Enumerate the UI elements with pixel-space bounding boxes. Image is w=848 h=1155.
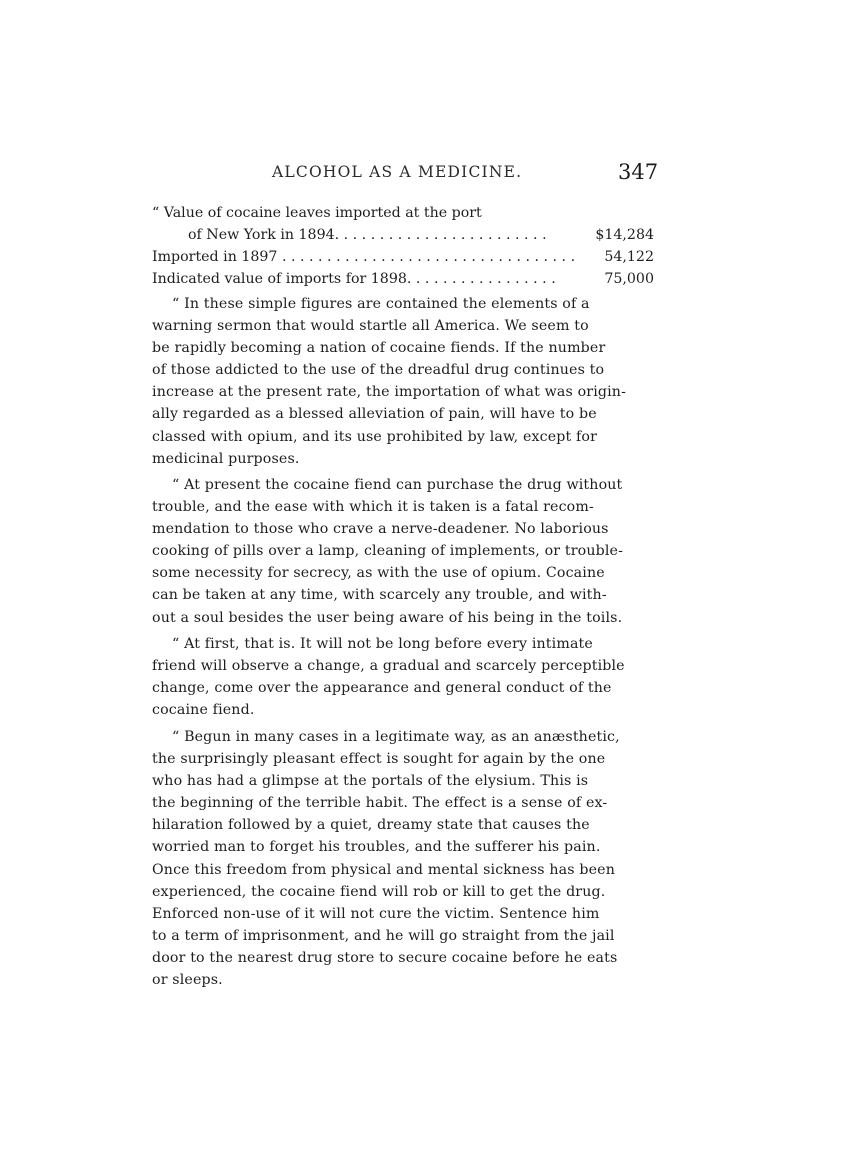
paragraph-line: mendation to those who crave a nerve-deadener. No laborious: [152, 521, 609, 538]
paragraph-line: some necessity for secrecy, as with the use of opium. Cocaine: [152, 565, 605, 582]
paragraph-line: “ Begun in many cases in a legitimate way, as an anæsthetic,: [172, 729, 620, 745]
table-row-amount: 54,122: [604, 249, 654, 266]
table-row: [152, 202, 654, 224]
paragraph-line: the surprisingly pleasant effect is sought for again by the one: [152, 751, 606, 768]
paragraph-line: who has had a glimpse at the portals of the elysium. This is: [152, 773, 589, 790]
paragraph-line: hilaration followed by a quiet, dreamy state that causes the: [152, 817, 590, 834]
paragraph-line: or sleeps.: [152, 972, 223, 989]
table-row-amount: $14,284: [595, 227, 654, 244]
paragraph-line: change, come over the appearance and general conduct of the: [152, 680, 612, 697]
table-row-label: “ Value of cocaine leaves imported at the port: [152, 205, 482, 221]
paragraph-line: be rapidly becoming a nation of cocaine fiends. If the number: [152, 340, 606, 357]
paragraph-line: out a soul besides the user being aware of his being in the toils.: [152, 609, 623, 626]
paragraph: [152, 474, 654, 629]
paragraph: [152, 633, 654, 721]
running-title: ALCOHOL AS A MEDICINE.: [272, 163, 523, 181]
paragraph-line: to a term of imprisonment, and he will go straight from the jail: [152, 927, 615, 944]
paragraph-line: door to the nearest drug store to secure cocaine before he eats: [152, 949, 618, 966]
paragraph-line: cooking of pills over a lamp, cleaning of implements, or trouble-: [152, 543, 624, 560]
paragraph-line: can be taken at any time, with scarcely any trouble, and with-: [152, 587, 607, 604]
paragraph-line: warning sermon that would startle all America. We seem to: [152, 318, 589, 335]
paragraph-line: the beginning of the terrible habit. The effect is a sense of ex-: [152, 795, 608, 812]
paragraph-line: worried man to forget his troubles, and the sufferer his pain.: [152, 839, 601, 856]
paragraph-line: classed with opium, and its use prohibited by law, except for: [152, 428, 598, 445]
table-row-label: Indicated value of imports for 1898. . . . . . . . . . . . . . . . .: [152, 271, 556, 288]
table-row-amount: 75,000: [604, 271, 654, 288]
paragraph-line: increase at the present rate, the importation of what was origin-: [152, 384, 627, 401]
paragraph: [152, 293, 654, 470]
import-values-table: [152, 202, 654, 290]
table-row: [152, 268, 654, 290]
paragraph-line: experienced, the cocaine fiend will rob or kill to get the drug.: [152, 883, 606, 900]
paragraph-line: “ At present the cocaine fiend can purchase the drug without: [172, 477, 623, 493]
paragraph-line: friend will observe a change, a gradual and scarcely perceptible: [152, 658, 625, 675]
paragraph: [152, 726, 654, 991]
paragraph-line: Enforced non-use of it will not cure the victim. Sentence him: [152, 905, 600, 922]
paragraph-line: of those addicted to the use of the dreadful drug continues to: [152, 362, 605, 379]
paragraph-line: ally regarded as a blessed alleviation of pain, will have to be: [152, 406, 597, 423]
paragraph-line: trouble, and the ease with which it is taken is a fatal recom-: [152, 499, 594, 516]
paragraph-line: Once this freedom from physical and mental sickness has been: [152, 861, 615, 878]
paragraph-line: cocaine fiend.: [152, 702, 255, 719]
table-row-label: of New York in 1894. . . . . . . . . . . . . . . . . . . . . . . .: [188, 227, 547, 244]
table-row: [152, 246, 654, 268]
paragraph-line: medicinal purposes.: [152, 450, 300, 467]
table-row: [152, 224, 654, 246]
table-row-label: Imported in 1897 . . . . . . . . . . . . . . . . . . . . . . . . . . . . . . . . .: [152, 249, 576, 266]
paragraph-line: “ At first, that is. It will not be long before every intimate: [172, 636, 593, 652]
paragraph-line: “ In these simple figures are contained the elements of a: [172, 296, 590, 312]
page-number: 347: [618, 160, 659, 184]
